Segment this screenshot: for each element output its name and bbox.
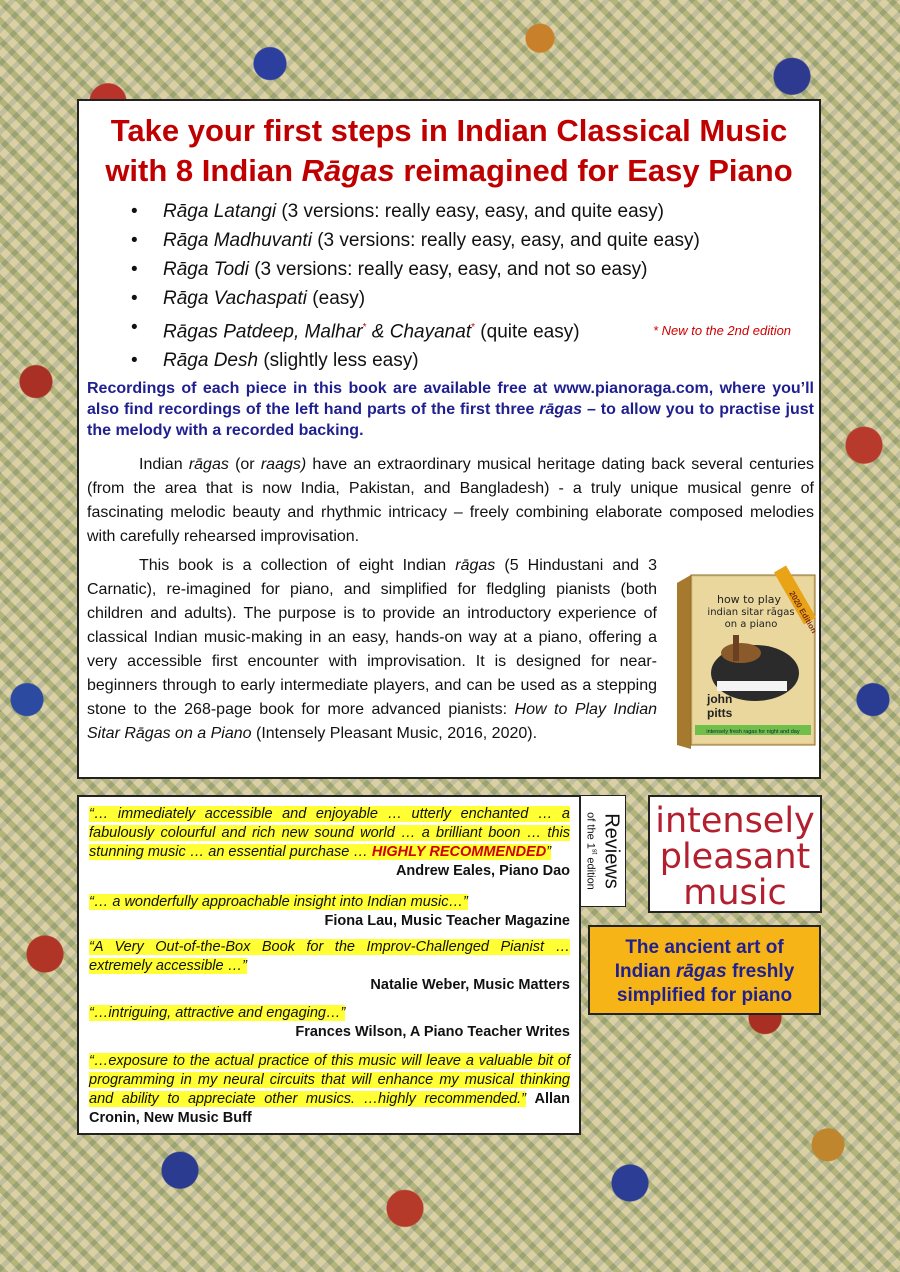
new-edition-note: * New to the 2nd edition (653, 323, 792, 338)
cover-title-1: how to play (716, 593, 782, 606)
review-quote: “A Very Out-of-the-Box Book for the Improv-Challenged Pianist … extremely accessible …” Natalie Weber, Music Matters (89, 939, 570, 993)
page-title: Take your first steps in Indian Classical Music with 8 Indian Rāgas reimagined for Easy Piano (105, 113, 793, 188)
book-description-paragraph: This book is a collection of eight Indian rāgas (5 Hindustani and 3 Carnatic), re-imagined for piano, and simplified for fledgling pianists (both children and adults). The purpose is to provide an introductory experience of classical Indian music-making in an easy, hands-on way at a piano, offering a very accessible first encounter with improvisation. It is designed for near-beginners through to early intermediate players, and can be used as a stepping stone to the 268-page book for more advanced pianists: How to Play Indian Sitar Rāgas on a Piano (Intensely Pleasant Music, 2016, 2020). (87, 557, 658, 742)
reviews-label: Reviews of the 1st edition (580, 795, 626, 907)
list-item: • Rāga Latangi (3 versions: really easy, easy, and quite easy) (131, 197, 700, 226)
cover-author-1: john (707, 692, 733, 706)
main-info-panel (77, 99, 821, 779)
raga-list (131, 197, 700, 375)
list-item: • Rāga Madhuvanti (3 versions: really easy, easy, and quite easy) (131, 226, 700, 255)
cover-subtitle: intensely fresh ragas for night and day (706, 729, 800, 735)
cover-title-2: indian sitar rāgas (707, 607, 795, 618)
review-quote: “… immediately accessible and enjoyable … utterly enchanted … a fabulously colourful and rich new sound world … a brilliant boon … this stunning music … an essential purchase … HIGHLY RECOMMENDED” Andrew Eales, Piano Dao (89, 806, 570, 879)
list-item: • Rāga Desh (slightly less easy) (131, 346, 700, 375)
review-quote: “…exposure to the actual practice of this music will leave a valuable bit of programming in my neural circuits that will enhance my musical thinking and ability to appreciate other musics. …highly recommended.” Allan Cronin, New Music Buff (89, 1053, 570, 1126)
cover-author-2: pitts (707, 706, 733, 720)
recordings-note: Recordings of each piece in this book are available free at www.pianoraga.com, where you’ll also find recordings of the left hand parts of the first three rāgas – to allow you to practise just the melody with a recorded backing. (87, 380, 815, 439)
tagline-box: The ancient art of Indian rāgas freshly simplified for piano (588, 925, 821, 1015)
list-item: • Rāgas Patdeep, Malhar* & Chayanat* (quite easy) (131, 313, 700, 346)
review-quote: “…intriguing, attractive and engaging…” Frances Wilson, A Piano Teacher Writes (89, 1005, 570, 1040)
reviews-panel (77, 795, 581, 1135)
list-item: • Rāga Vachaspati (easy) (131, 284, 700, 313)
list-item: • Rāga Todi (3 versions: really easy, easy, and not so easy) (131, 255, 700, 284)
book-cover-image (677, 573, 819, 749)
intro-paragraph: Indian rāgas (or raags) have an extraordinary musical heritage dating back several centuries (from the area that is now India, Pakistan, and Bangladesh) - a truly unique musical genre of fascinating melodic beauty and rhythmic intricacy – freely combining elaborate composed melodies with carefully rehearsed improvisation. (87, 456, 814, 545)
publisher-logo: intensely pleasant music (648, 795, 822, 913)
cover-edition-text: 2020 Edition (787, 589, 819, 635)
cover-title-3: on a piano (724, 619, 778, 630)
review-quote: “… a wonderfully approachable insight into Indian music…” Fiona Lau, Music Teacher Magazine (89, 894, 570, 929)
